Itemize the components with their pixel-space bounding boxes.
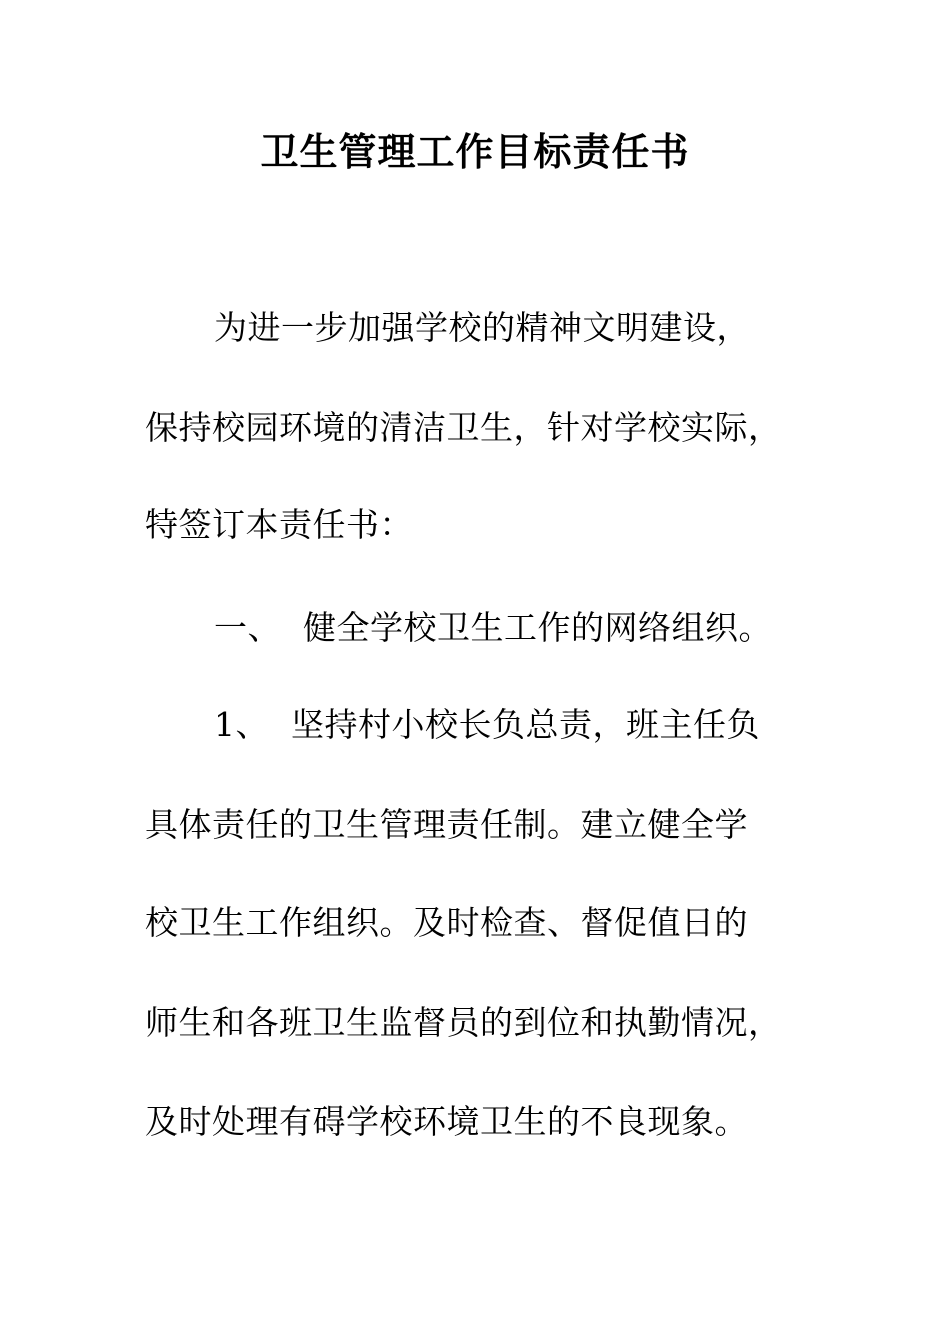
paragraph-line: 校卫生工作组织。及时检查、督促值日的 <box>145 903 748 942</box>
item-text: 坚持村小校长负总责，班主任负 <box>291 705 760 744</box>
paragraph-line: 为进一步加强学校的精神文明建设， <box>214 308 750 347</box>
paragraph-line: 及时处理有碍学校环境卫生的不良现象。 <box>145 1102 748 1141</box>
section-heading-text: 健全学校卫生工作的网络组织。 <box>303 608 772 647</box>
paragraph-line: 保持校园环境的清洁卫生，针对学校实际， <box>145 408 782 447</box>
paragraph-line: 特签订本责任书： <box>145 505 413 544</box>
item-number: 1、 <box>214 705 269 744</box>
section-number: 一、 <box>214 608 281 647</box>
paragraph-line: 师生和各班卫生监督员的到位和执勤情况， <box>145 1003 782 1042</box>
document-title: 卫生管理工作目标责任书 <box>260 130 690 174</box>
paragraph-line: 具体责任的卫生管理责任制。建立健全学 <box>145 805 748 844</box>
section-heading <box>214 603 772 653</box>
list-item-line <box>214 700 760 750</box>
